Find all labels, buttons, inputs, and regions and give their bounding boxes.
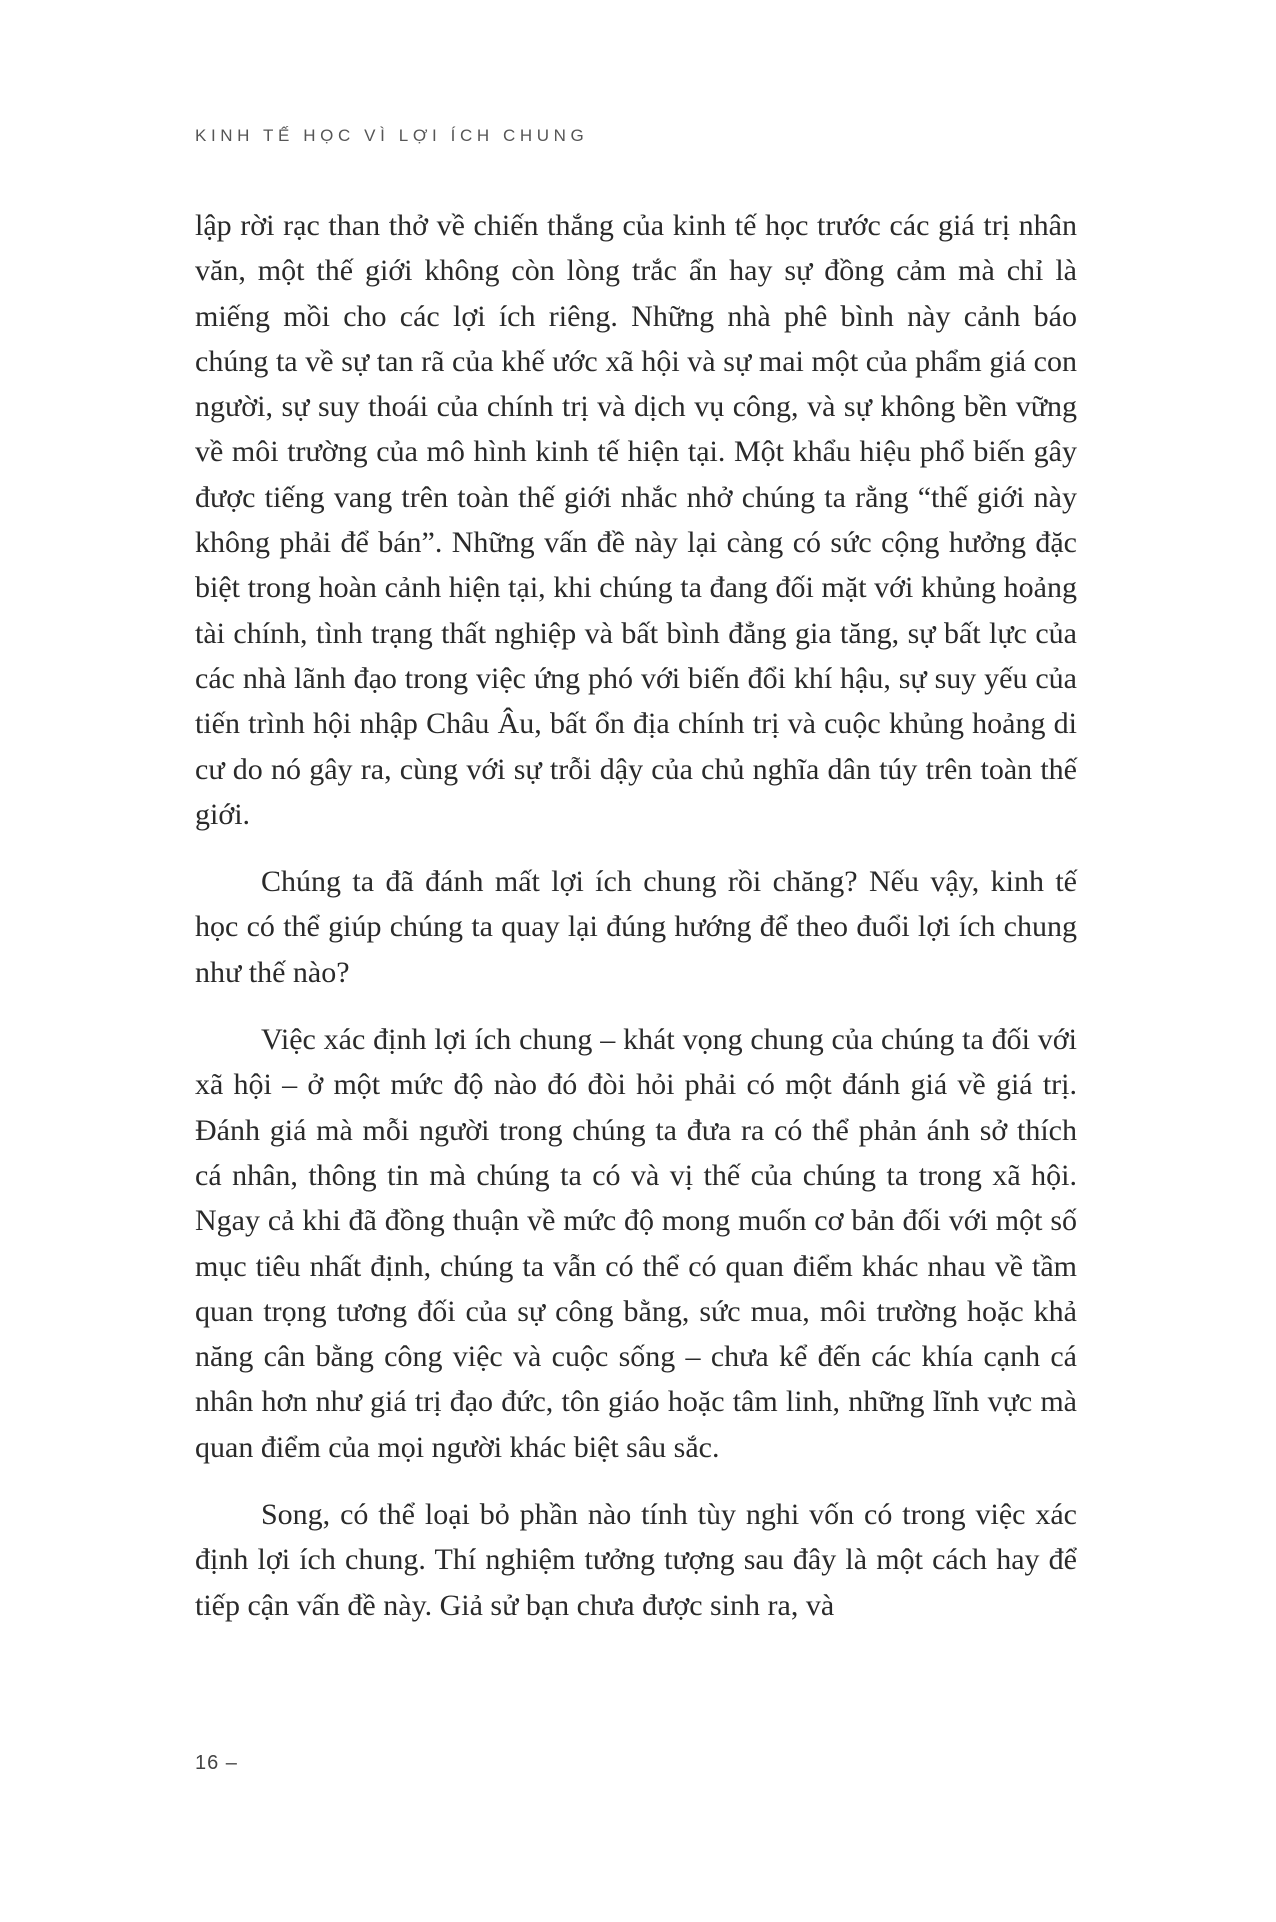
paragraph-continuation: lập rời rạc than thở về chiến thắng của kinh tế học trước các giá trị nhân văn, một thế giới không còn lòng trắc ẩn hay sự đồng cảm mà chỉ là miếng mồi cho các lợi ích riêng. Những nhà phê bình này cảnh báo chúng ta về sự tan rã của khế ước xã hội và sự mai một của phẩm giá con người, sự suy thoái của chính trị và dịch vụ công, và sự không bền vững về môi trường của mô hình kinh tế hiện tại. Một khẩu hiệu phổ biến gây được tiếng vang trên toàn thế giới nhắc nhở chúng ta rằng “thế giới này không phải để bán”. Những vấn đề này lại càng có sức cộng hưởng đặc biệt trong hoàn cảnh hiện tại, khi chúng ta đang đối mặt với khủng hoảng tài chính, tình trạng thất nghiệp và bất bình đẳng gia tăng, sự bất lực của các nhà lãnh đạo trong việc ứng phó với biến đổi khí hậu, sự suy yếu của tiến trình hội nhập Châu Âu, bất ổn địa chính trị và cuộc khủng hoảng di cư do nó gây ra, cùng với sự trỗi dậy của chủ nghĩa dân túy trên toàn thế giới. <box>195 209 1077 831</box>
page-number: 16 – <box>195 1752 238 1774</box>
running-header: KINH TẾ HỌC VÌ LỢI ÍCH CHUNG <box>195 126 589 145</box>
paragraph: Việc xác định lợi ích chung – khát vọng chung của chúng ta đối với xã hội – ở một mức độ nào đó đòi hỏi phải có một đánh giá về giá trị. Đánh giá mà mỗi người trong chúng ta đưa ra có thể phản ánh sở thích cá nhân, thông tin mà chúng ta có và vị thế của chúng ta trong xã hội. Ngay cả khi đã đồng thuận về mức độ mong muốn cơ bản đối với một số mục tiêu nhất định, chúng ta vẫn có thể có quan điểm khác nhau về tầm quan trọng tương đối của sự công bằng, sức mua, môi trường hoặc khả năng cân bằng công việc và cuộc sống – chưa kể đến các khía cạnh cá nhân hơn như giá trị đạo đức, tôn giáo hoặc tâm linh, những lĩnh vực mà quan điểm của mọi người khác biệt sâu sắc. <box>195 1023 1077 1464</box>
page-body <box>195 203 1077 1650</box>
paragraph: Chúng ta đã đánh mất lợi ích chung rồi chăng? Nếu vậy, kinh tế học có thể giúp chúng ta quay lại đúng hướng để theo đuổi lợi ích chung như thế nào? <box>195 865 1077 989</box>
paragraph: Song, có thể loại bỏ phần nào tính tùy nghi vốn có trong việc xác định lợi ích chung. Thí nghiệm tưởng tượng sau đây là một cách hay để tiếp cận vấn đề này. Giả sử bạn chưa được sinh ra, và <box>195 1498 1077 1622</box>
